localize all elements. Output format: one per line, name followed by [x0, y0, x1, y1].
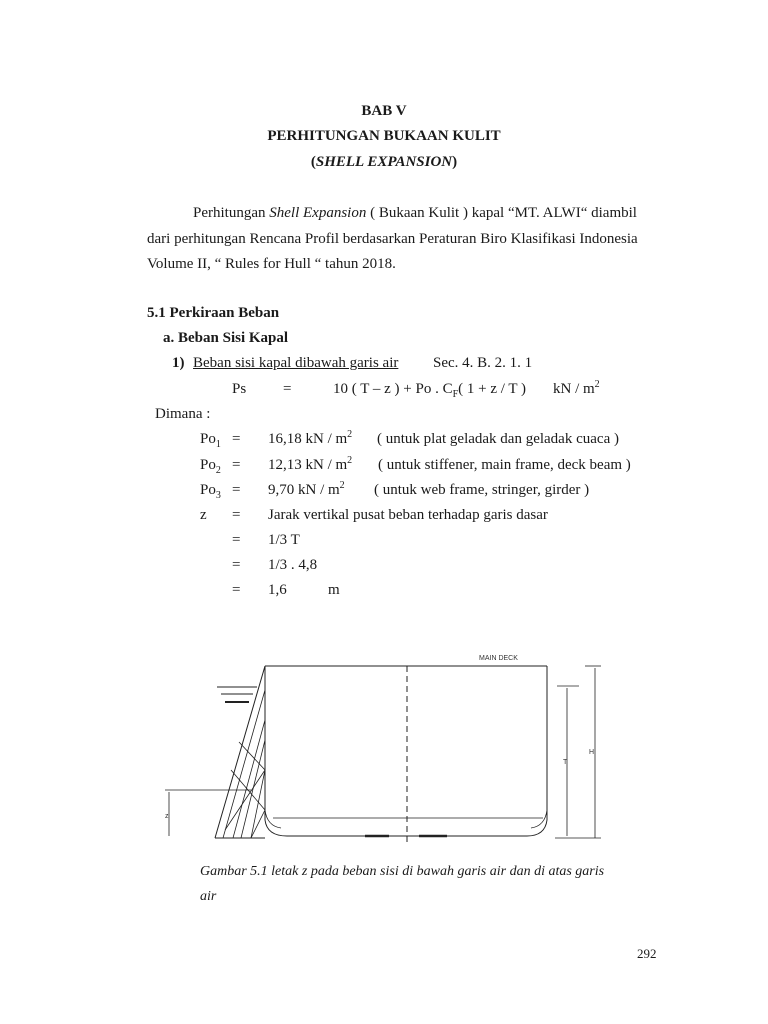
chapter-subtitle: (SHELL EXPANSION) — [310, 154, 458, 170]
chapter-heading: BAB V — [361, 103, 407, 119]
chapter-title: PERHITUNGAN BUKAAN KULIT — [267, 128, 501, 144]
z-symbol: z — [200, 507, 207, 523]
formula-lhs: Ps — [232, 381, 247, 397]
z-equals: = — [232, 532, 241, 548]
def-note: ( untuk plat geladak dan geladak cuaca ) — [377, 431, 619, 447]
item-number: 1) — [172, 355, 185, 371]
z-equals: = — [232, 582, 241, 598]
formula-unit: kN / $m^2$ — [553, 379, 600, 397]
T-label: T — [563, 759, 568, 766]
z-label: z — [165, 813, 169, 820]
z-value: 1/3 T — [268, 532, 300, 548]
dimana-label: Dimana : — [155, 406, 211, 422]
main-deck-label: MAIN DECK — [479, 655, 518, 662]
formula-equals: = — [283, 381, 292, 397]
z-equals: = — [232, 507, 241, 523]
def-equals: = — [232, 482, 241, 498]
def-symbol: $Po_3$ — [200, 482, 221, 501]
z-value: 1,6 m — [268, 582, 340, 598]
def-equals: = — [232, 431, 241, 447]
def-value: 16,18 kN / $m^2$ — [268, 429, 353, 447]
z-value: 1/3 . 4,8 — [268, 557, 318, 573]
figure-caption-line-1: Gambar 5.1 letak z pada beban sisi di bawah garis air dan di atas garis — [200, 864, 605, 879]
section-heading: 5.1 Perkiraan Beban — [147, 305, 280, 321]
z-value: Jarak vertikal pusat beban terhadap garis dasar — [268, 507, 548, 523]
intro-italic-term: Shell Expansion — [269, 205, 367, 221]
intro-line-3: Volume II, “ Rules for Hull “ tahun 2018. — [147, 256, 396, 272]
intro-line-1: Perhitungan Shell Expansion ( Bukaan Kulit ) kapal “MT. ALWI“ diambil — [193, 205, 637, 221]
def-note: ( untuk web frame, stringer, girder ) — [374, 482, 590, 498]
bottom-line — [265, 820, 547, 836]
subtitle-italic: SHELL EXPANSION — [315, 154, 453, 170]
def-symbol: $Po_1$ — [200, 431, 221, 450]
formula-rhs: 10 ( T – z ) + Po . $C_F$( 1 + z / T ) — [333, 381, 527, 400]
H-label: H — [589, 749, 595, 756]
z-equals: = — [232, 557, 241, 573]
def-symbol: $Po_2$ — [200, 457, 221, 476]
def-note: ( untuk stiffener, main frame, deck beam ) — [378, 457, 631, 473]
def-equals: = — [232, 457, 241, 473]
def-value: 12,13 kN / $m^2$ — [268, 455, 353, 473]
item-reference: Sec. 4. B. 2. 1. 1 — [433, 355, 533, 371]
intro-line-2: dari perhitungan Rencana Profil berdasarkan Peraturan Biro Klasifikasi Indonesia — [147, 231, 638, 247]
midship-section-figure — [155, 630, 615, 850]
def-value: 9,70 kN / $m^2$ — [268, 480, 345, 498]
subsection-heading: a. Beban Sisi Kapal — [163, 330, 289, 346]
figure-caption-line-2: air — [200, 889, 217, 904]
item-title: Beban sisi kapal dibawah garis air — [193, 355, 399, 371]
page-number: 292 — [637, 946, 657, 961]
